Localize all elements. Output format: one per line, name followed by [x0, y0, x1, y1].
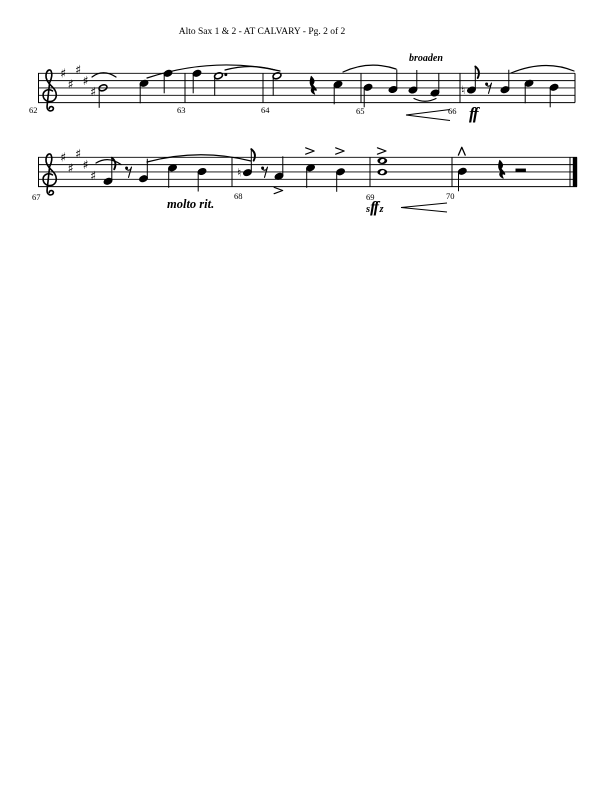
key-signature-sharp: ♯ [89, 83, 97, 99]
sffz-dynamic [366, 199, 384, 217]
molto-rit-marking: molto rit. [167, 197, 215, 211]
treble-clef-icon [43, 70, 56, 111]
marcato-mark [458, 147, 465, 155]
measure-number: 65 [356, 106, 365, 116]
quarter-rest [310, 76, 316, 94]
slur [225, 67, 275, 71]
ff-dynamic: ff [469, 104, 478, 123]
dynamic-part: s [366, 204, 371, 215]
page-title: Alto Sax 1 & 2 - AT CALVARY - Pg. 2 of 2 [178, 27, 346, 37]
broaden-marking: broaden [409, 53, 443, 64]
eighth-flag [251, 149, 255, 161]
final-barline-thick [573, 157, 577, 186]
key-signature-sharp: ♯ [82, 72, 89, 88]
slur [511, 65, 574, 73]
key-signature-sharp: ♯ [67, 160, 74, 176]
hairpin-crescendo [406, 115, 450, 121]
key-signature-sharp: ♯ [74, 145, 82, 161]
hairpin-crescendo [406, 110, 450, 116]
dynamic-part: z [379, 204, 384, 215]
accent-mark [336, 148, 345, 154]
eighth-flag [475, 67, 479, 79]
quarter-rest [499, 160, 505, 178]
measure-number: 66 [448, 106, 457, 116]
measure-number: 63 [177, 105, 186, 115]
key-signature-sharp: ♯ [74, 61, 82, 77]
slur [414, 99, 436, 102]
key-signature-sharp: ♯ [59, 65, 67, 81]
hairpin-crescendo [401, 203, 447, 208]
dynamic-part: ff [370, 199, 378, 216]
augmentation-dot [224, 73, 227, 76]
key-signature-sharp: ♯ [67, 76, 74, 92]
measure-number: 70 [446, 191, 455, 201]
accidental-natural: ♮ [236, 165, 242, 180]
half-rest [516, 169, 526, 172]
eighth-flag [112, 158, 116, 170]
accent-mark [377, 148, 386, 154]
key-signature-sharp: ♯ [89, 167, 97, 183]
slur [147, 155, 251, 162]
measure-number: 64 [261, 105, 270, 115]
accidental-natural: ♮ [460, 83, 466, 97]
treble-clef-icon [43, 154, 56, 195]
accent-mark [306, 148, 315, 154]
measure-number: 67 [32, 192, 41, 202]
slur [96, 160, 121, 165]
accent-mark [274, 187, 283, 193]
measure-number: 68 [234, 191, 243, 201]
hairpin-crescendo [401, 208, 447, 213]
slur [343, 65, 396, 72]
measure-number: 62 [29, 105, 38, 115]
measure-number: 69 [366, 192, 375, 202]
key-signature-sharp: ♯ [59, 149, 67, 165]
key-signature-sharp: ♯ [82, 156, 89, 172]
